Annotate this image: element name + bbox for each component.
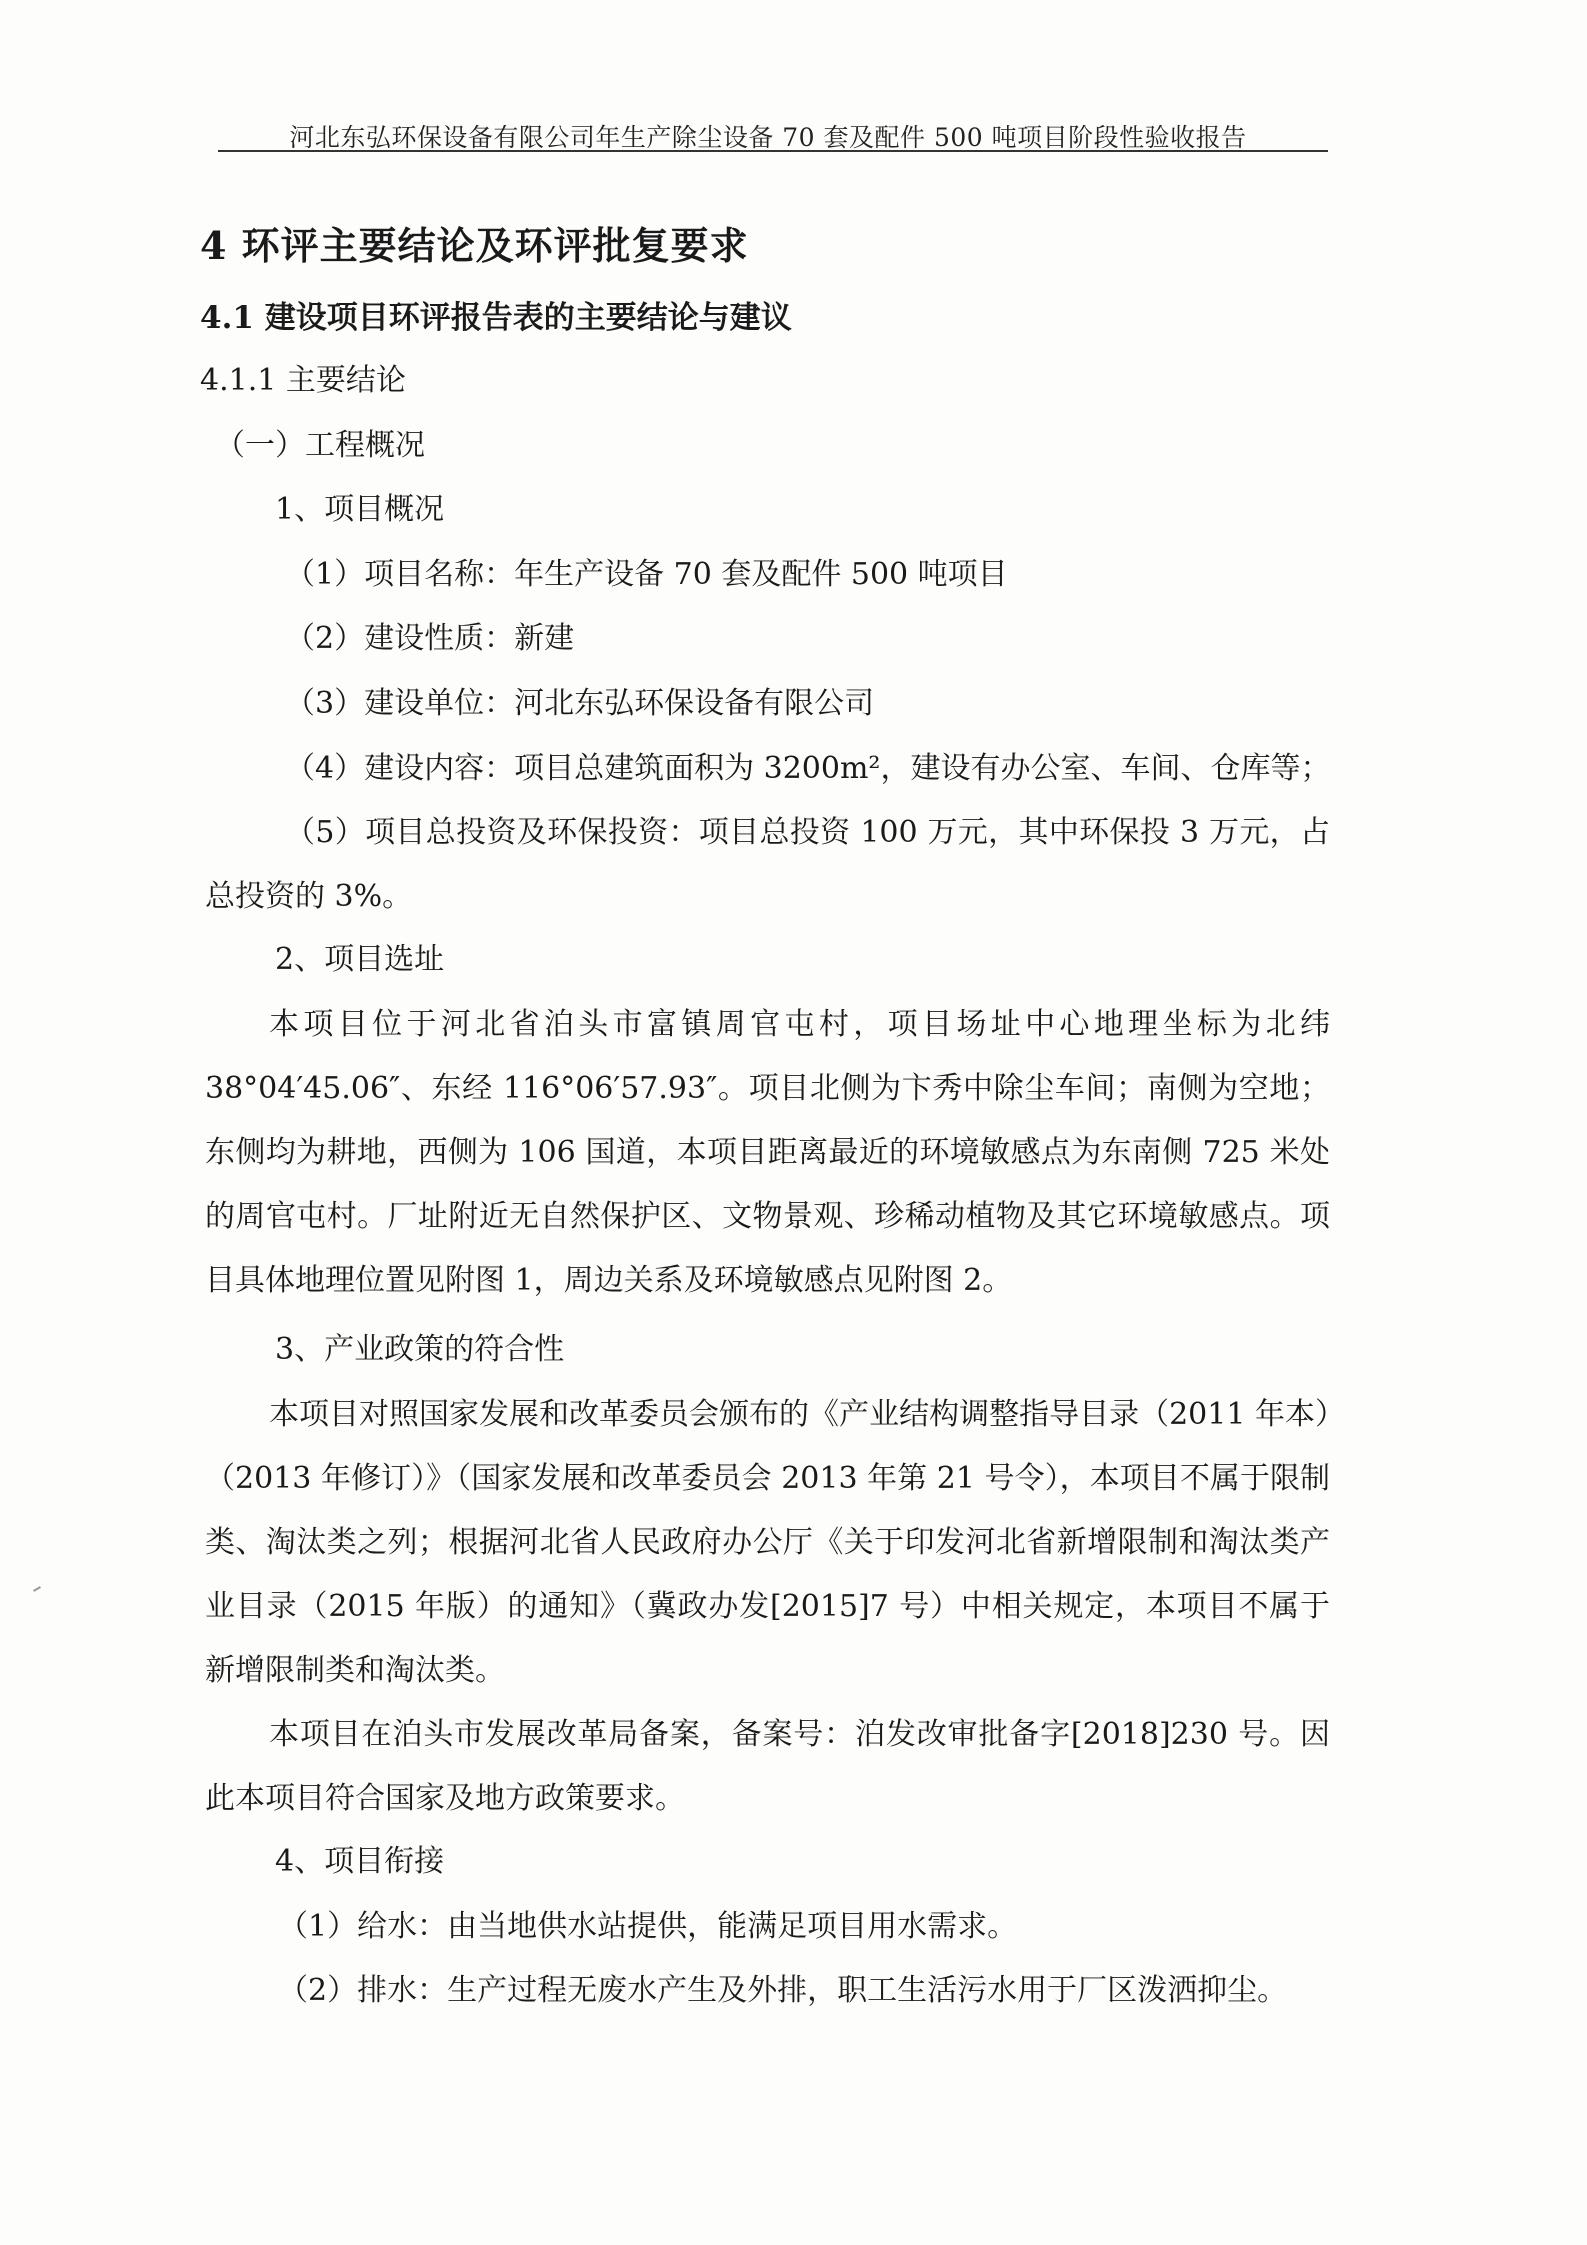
subsection-title: 4.1.1 主要结论	[200, 363, 406, 398]
paragraph-site: 本项目位于河北省泊头市富镇周官屯村，项目场址中心地理坐标为北纬 38°04′45.06″、东经 116°06′57.93″。项目北侧为卞秀中除尘车间；南侧为空地；东侧均为耕地，西侧为 106 国道，本项目距离最近的环境敏感点为东南侧 725 米处的周官屯村。厂址附近无自然保护区、文物景观、珍稀动植物及其它环境敏感点。项目具体地理位置见附图 1，周边关系及环境敏感点见附图 2。	[205, 1007, 1330, 1298]
scan-artifact	[33, 1586, 41, 1592]
item-title-policy: 3、产业政策的符合性	[275, 1332, 565, 1367]
list-item-construction-nature: （2）建设性质：新建	[285, 621, 575, 656]
item-title-overview: 1、项目概况	[275, 492, 445, 527]
item-title-site: 2、项目选址	[275, 942, 445, 977]
header-rule	[218, 150, 1328, 152]
item-title-connection: 4、项目衔接	[275, 1844, 445, 1879]
list-item-construction-unit: （3）建设单位：河北东弘环保设备有限公司	[285, 686, 875, 721]
chapter-title: 4 环评主要结论及环评批复要求	[200, 223, 749, 268]
list-item-project-name: （1）项目名称：年生产设备 70 套及配件 500 吨项目	[285, 557, 1008, 592]
part-title: （一）工程概况	[215, 428, 425, 463]
list-item-investment: （5）项目总投资及环保投资：项目总投资 100 万元，其中环保投 3 万元，占总投资的 3%。	[205, 815, 1331, 914]
section-title: 4.1 建设项目环评报告表的主要结论与建议	[200, 300, 792, 336]
list-item-drainage: （2）排水：生产过程无废水产生及外排，职工生活污水用于厂区泼洒抑尘。	[278, 1973, 1288, 2008]
paragraph-policy-filing: 本项目在泊头市发展改革局备案，备案号：泊发改审批备字[2018]230 号。因此本项目符合国家及地方政策要求。	[205, 1717, 1330, 1816]
running-header: 河北东弘环保设备有限公司年生产除尘设备 70 套及配件 500 吨项目阶段性验收报告	[289, 123, 1247, 152]
paragraph-policy-catalog: 本项目对照国家发展和改革委员会颁布的《产业结构调整指导目录（2011 年本）（2013 年修订）》（国家发展和改革委员会 2013 年第 21 号令），本项目不属于限制类、淘汰类之列；根据河北省人民政府办公厅《关于印发河北省新增限制和淘汰类产业目录（2015 年版）的通知》（冀政办发[2015]7 号）中相关规定，本项目不属于新增限制类和淘汰类。	[205, 1397, 1330, 1688]
list-item-construction-content: （4）建设内容：项目总建筑面积为 3200m²，建设有办公室、车间、仓库等；	[285, 751, 1331, 786]
list-item-water-supply: （1）给水：由当地供水站提供，能满足项目用水需求。	[278, 1909, 1018, 1944]
